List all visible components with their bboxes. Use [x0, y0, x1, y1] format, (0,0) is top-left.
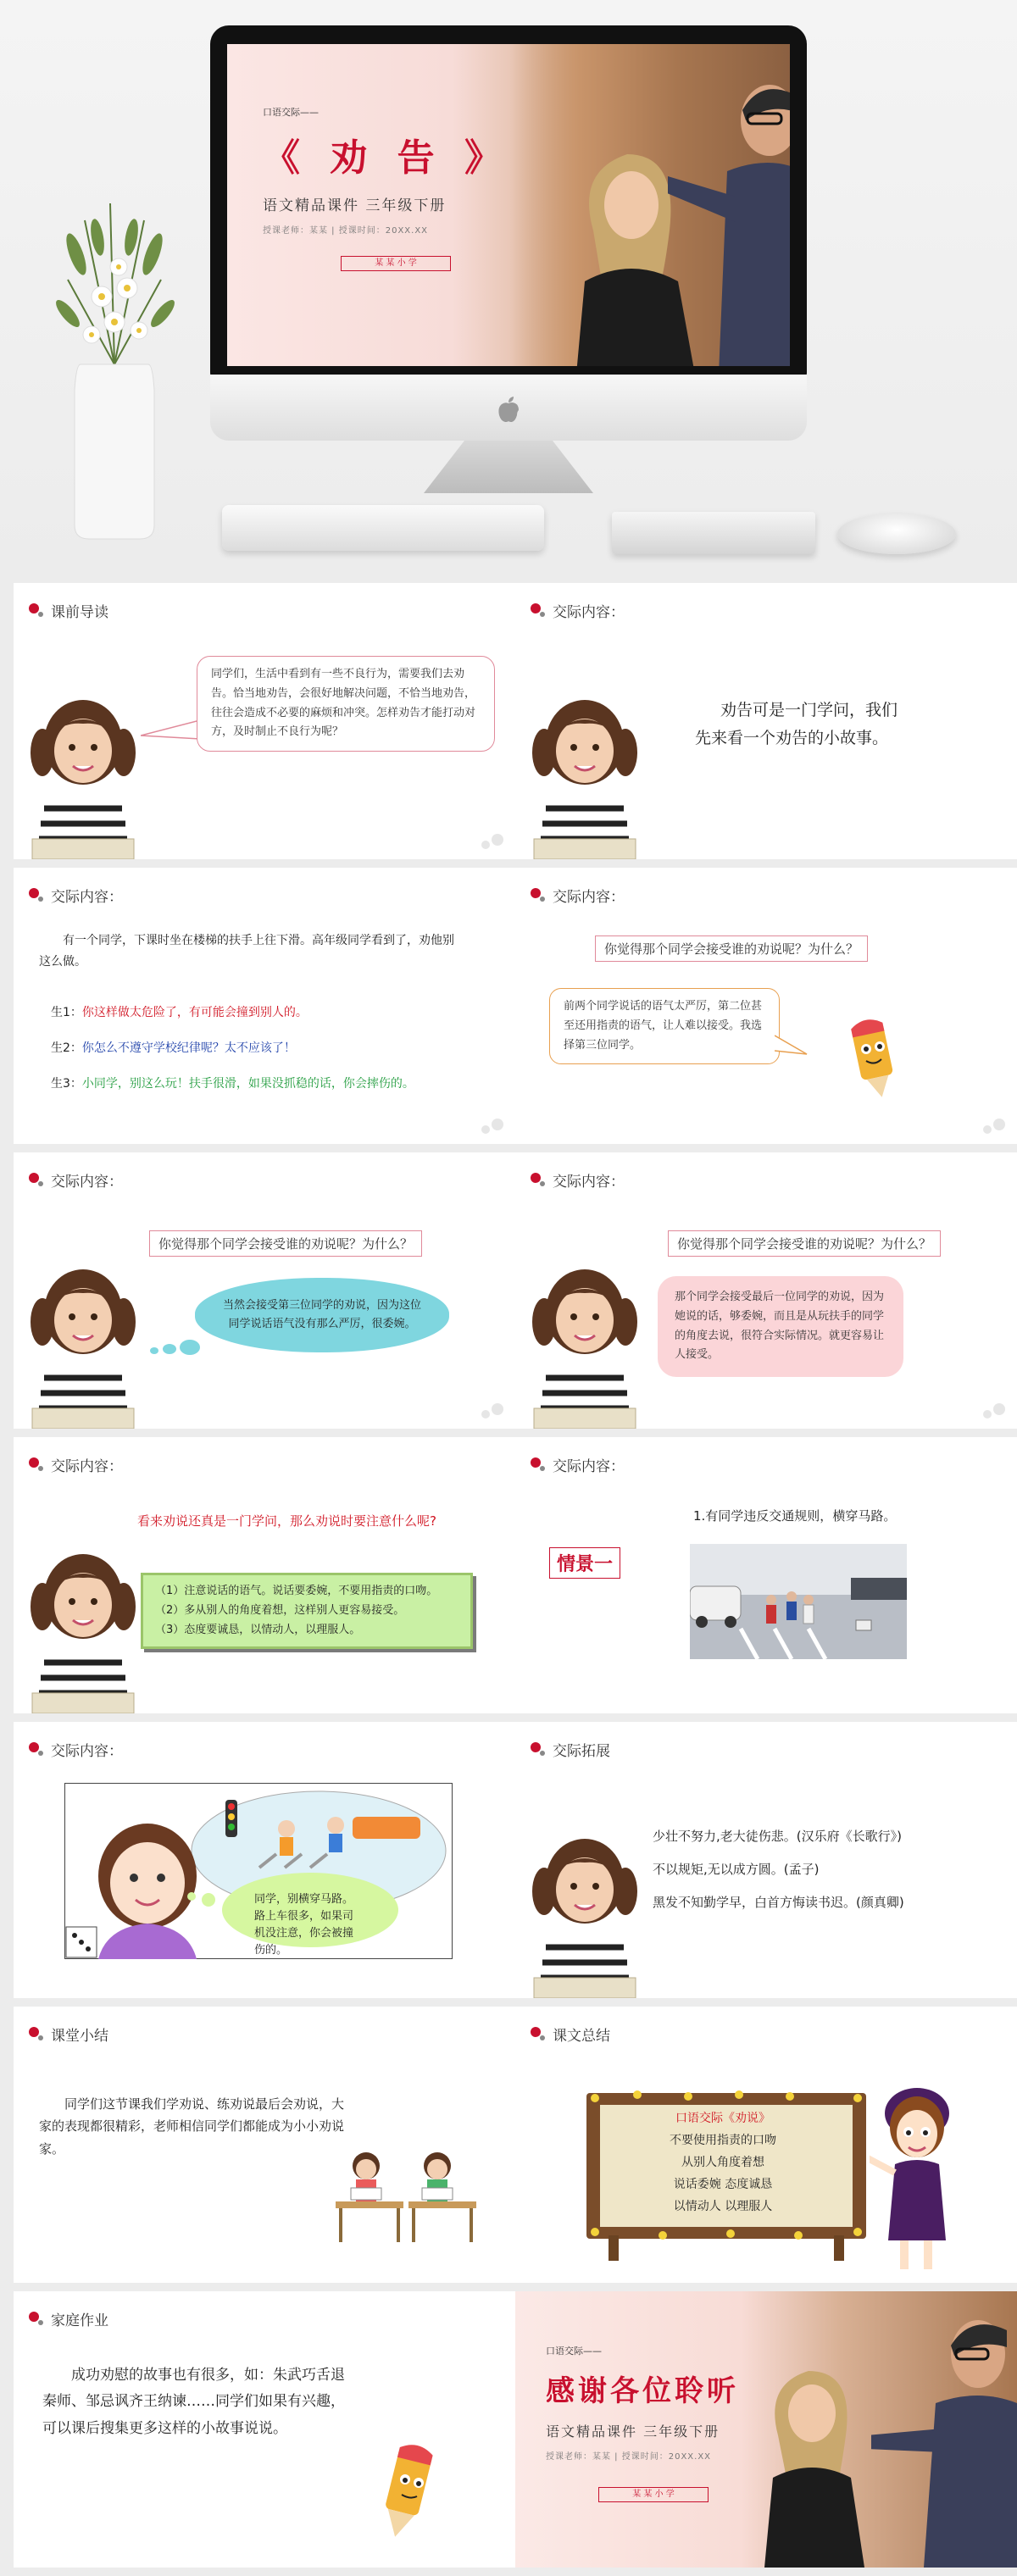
girl-reading-image: [525, 1259, 644, 1429]
header-dot-icon: [29, 603, 44, 619]
case-text: 1.有同学违反交通规则，横穿马路。: [693, 1508, 897, 1524]
board-line-1: 不要使用指责的口吻: [670, 2133, 776, 2147]
slide-3: [14, 868, 515, 1144]
tip-1: （1）注意说话的语气。说话要委婉，不要用指责的口吻。: [155, 1585, 438, 1597]
board-line-3: 说话委婉 态度诚恳: [673, 2177, 773, 2191]
board-content: [625, 2108, 820, 2218]
pencil-mascot-image: [378, 2440, 441, 2542]
story-intro: [695, 697, 898, 753]
proverb-2: 不以规矩,无以成方圆。(孟子): [653, 1862, 820, 1877]
man-pointing-image: [871, 2308, 1017, 2568]
hero-title: 《 劝 告 》: [263, 136, 510, 180]
slide-title: 交际内容：: [553, 1174, 625, 1191]
dialogue-list: [51, 1003, 500, 1110]
slide-12: [515, 2007, 1017, 2283]
speaker-1: 生1：: [51, 1006, 82, 1019]
scenario-badge: 情景一: [549, 1547, 620, 1579]
slide-title: 交际内容：: [51, 1174, 123, 1191]
question-box: 你觉得那个同学会接受谁的劝说呢？为什么？: [668, 1230, 941, 1257]
slide-header: [531, 1454, 625, 1475]
dialogue-3: [51, 1074, 500, 1091]
hero-text-block: [263, 105, 534, 271]
closing-subtitle: 语文精品课件 三年级下册: [546, 2423, 720, 2440]
header-dot-icon: [531, 603, 546, 619]
slide-9: [14, 1722, 515, 1998]
monitor: [210, 25, 807, 391]
story-intro-line1: 劝告可是一门学问，我们: [720, 701, 898, 719]
slide-title: 交际拓展: [553, 1743, 610, 1760]
slide-title: 交际内容：: [553, 889, 625, 906]
slide-header: [531, 2024, 610, 2045]
hero-meta: 授课老师：某某 | 授课时间：20XX.XX: [263, 226, 429, 236]
speech-2: 你怎么不遵守学校纪律呢？太不应该了！: [81, 1041, 296, 1055]
keyboard-image: [222, 505, 544, 551]
slide-title: 交际内容：: [51, 889, 123, 906]
hero-label: 口语交际——: [263, 107, 319, 118]
girl-reading-image: [525, 690, 644, 859]
slide-title: 家庭作业: [51, 2312, 108, 2329]
corner-dots: [481, 1403, 505, 1420]
corner-dots: [481, 1119, 505, 1135]
hero-mockup: [0, 0, 1017, 576]
homework-line1: 成功劝慰的故事也有很多，如：朱武巧舌退: [71, 2367, 345, 2384]
header-dot-icon: [29, 888, 44, 903]
board-line-2: 从别人角度着想: [681, 2155, 764, 2169]
closing-school: 某 某 小 学: [598, 2487, 709, 2502]
story-intro-line2: 先来看一个劝告的小故事。: [695, 729, 889, 748]
story-line1: 有一个同学，下课时坐在楼梯的扶手上往下滑。高年级同学看到了，劝他别: [63, 934, 454, 947]
summary-text: 同学们这节课我们学劝说、练劝说最后会劝说，大家的表现都很精彩，老师相信同学们都能成为小小劝说家。: [39, 2096, 345, 2157]
header-dot-icon: [531, 2027, 546, 2042]
slide-header: [531, 1739, 610, 1760]
header-dot-icon: [29, 1742, 44, 1757]
answer-bubble: 那个同学会接受最后一位同学的劝说，因为她说的话，够委婉，而且是从玩扶手的同学的角度去说，很符合实际情况。就更容易让人接受。: [658, 1276, 903, 1377]
header-dot-icon: [29, 1173, 44, 1188]
dialogue-2: [51, 1039, 500, 1056]
slide-title: 交际内容：: [51, 1743, 123, 1760]
homework-line2: 秦师、邹忌讽齐王纳谏……同学们如果有兴趣，: [42, 2393, 345, 2411]
tips-headline: 看来劝说还真是一门学问，那么劝说时要注意什么呢?: [137, 1513, 436, 1529]
slide-10: [515, 1722, 1017, 1998]
bubble-tail: [141, 719, 200, 744]
monitor-stand: [424, 441, 593, 493]
slide-title: 交际内容：: [553, 604, 625, 621]
slide-title: 课堂小结: [51, 2028, 108, 2045]
header-dot-icon: [531, 1457, 546, 1473]
corner-dots: [481, 834, 505, 851]
girl-reading-image: [24, 1259, 142, 1429]
slide-title: 课前导读: [51, 604, 108, 621]
board-line-4: 以情动人 以理服人: [673, 2199, 773, 2213]
trackpad-image: [612, 512, 815, 554]
slide-header: [531, 600, 625, 621]
girl-reading-image: [24, 1544, 142, 1713]
slide-6: [515, 1152, 1017, 1429]
slide-header: [29, 1169, 123, 1191]
slide-header: [29, 600, 108, 621]
proverb-1: 少壮不努力,老大徒伤悲。(汉乐府《长歌行》): [653, 1829, 902, 1844]
hero-subtitle: 语文精品课件 三年级下册: [263, 197, 447, 214]
slide-header: [531, 885, 625, 906]
bubble-tail: [775, 1034, 809, 1059]
answer-cloud: 当然会接受第三位同学的劝说，因为这位同学说话语气没有那么严厉，很委婉。: [195, 1278, 449, 1352]
corner-dots: [983, 1403, 1007, 1420]
slide-header: [29, 2024, 108, 2045]
slide-4: [515, 868, 1017, 1144]
proverb-list: [653, 1830, 904, 1909]
homework-text: [42, 2362, 345, 2442]
header-dot-icon: [531, 1742, 546, 1757]
intro-bubble: 同学们，生活中看到有一些不良行为，需要我们去劝告。恰当地劝告，会很好地解决问题，不恰当地劝告，往往会造成不必要的麻烦和冲突。怎样劝告才能打动对方，及时制止不良行为呢？: [197, 656, 495, 752]
slide-header: [29, 1454, 123, 1475]
girl-reading-image: [525, 1829, 644, 1998]
story-text: [39, 930, 497, 972]
homework-line3: 可以课后搜集更多这样的小故事说说。: [42, 2419, 287, 2437]
pencil-mascot-image: [841, 1017, 903, 1102]
slide-header: [29, 1739, 123, 1760]
slide-5: [14, 1152, 515, 1429]
board-title: 口语交际《劝说》: [675, 2112, 770, 2125]
question-box: 你觉得那个同学会接受谁的劝说呢？为什么？: [149, 1230, 422, 1257]
answer-bubble: 前两个同学说话的语气太严厉，第二位甚至还用指责的语气，让人难以接受。我选择第三位同学。: [549, 988, 780, 1064]
tip-2: （2）多从别人的角度着想，这样别人更容易接受。: [155, 1603, 405, 1617]
students-reading-image: [332, 2142, 481, 2244]
speech-1: 你这样做太危险了，有可能会撞到别人的。: [81, 1006, 308, 1019]
slide-11: [14, 2007, 515, 2283]
tip-3: （3）态度要诚恳，以情动人，以理服人。: [155, 1623, 361, 1636]
header-dot-icon: [29, 2027, 44, 2042]
slide-13: [14, 2291, 515, 2568]
speaker-2: 生2：: [51, 1041, 82, 1055]
slide-header: [29, 885, 123, 906]
slide-title: 课文总结: [553, 2028, 610, 2045]
question-box: 你觉得那个同学会接受谁的劝说呢？为什么？: [595, 935, 868, 962]
closing-text-block: [546, 2344, 800, 2502]
flower-vase-image: [51, 186, 178, 542]
speaker-3: 生3：: [51, 1077, 82, 1091]
slide-1: [14, 583, 515, 859]
slide-title: 交际内容：: [553, 1458, 625, 1475]
closing-label: 口语交际——: [546, 2346, 602, 2357]
cloud-tail-dots: [146, 1337, 200, 1357]
header-dot-icon: [29, 1457, 44, 1473]
speech-3: 小同学，别这么玩！扶手很滑，如果没抓稳的话，你会摔伤的。: [81, 1077, 414, 1091]
header-dot-icon: [531, 888, 546, 903]
slide-header: [531, 1169, 625, 1191]
slide-header: [29, 2308, 108, 2329]
header-dot-icon: [531, 1173, 546, 1188]
header-dot-icon: [29, 2312, 44, 2327]
girl-reading-image: [24, 690, 142, 859]
dialogue-1: [51, 1003, 500, 1020]
crossing-road-photo: [690, 1544, 907, 1659]
slide-title: 交际内容：: [51, 1458, 123, 1475]
teacher-cartoon-image: [870, 2079, 963, 2274]
corner-dots: [983, 1119, 1007, 1135]
slide-14: [515, 2291, 1017, 2568]
monitor-chin: [210, 375, 807, 441]
man-pointing-image: [668, 69, 790, 366]
warning-speech: 同学，别横穿马路。路上车很多，如果司机没注意，你会被撞伤的。: [254, 1893, 354, 1957]
closing-title: 感谢各位聆听: [546, 2374, 739, 2408]
slide-7: [14, 1437, 515, 1713]
closing-meta: 授课老师：某某 | 授课时间：20XX.XX: [546, 2452, 712, 2462]
slide-8: [515, 1437, 1017, 1713]
mouse-image: [837, 514, 956, 554]
monitor-screen: [227, 44, 790, 366]
slide-2: [515, 583, 1017, 859]
hero-school: 某 某 小 学: [341, 256, 451, 271]
apple-logo-icon: [495, 393, 522, 424]
proverb-3: 黑发不知勤学早，白首方悔读书迟。(颜真卿): [653, 1895, 904, 1910]
tips-box: [141, 1573, 473, 1649]
story-line2: 这么做。: [39, 954, 86, 969]
